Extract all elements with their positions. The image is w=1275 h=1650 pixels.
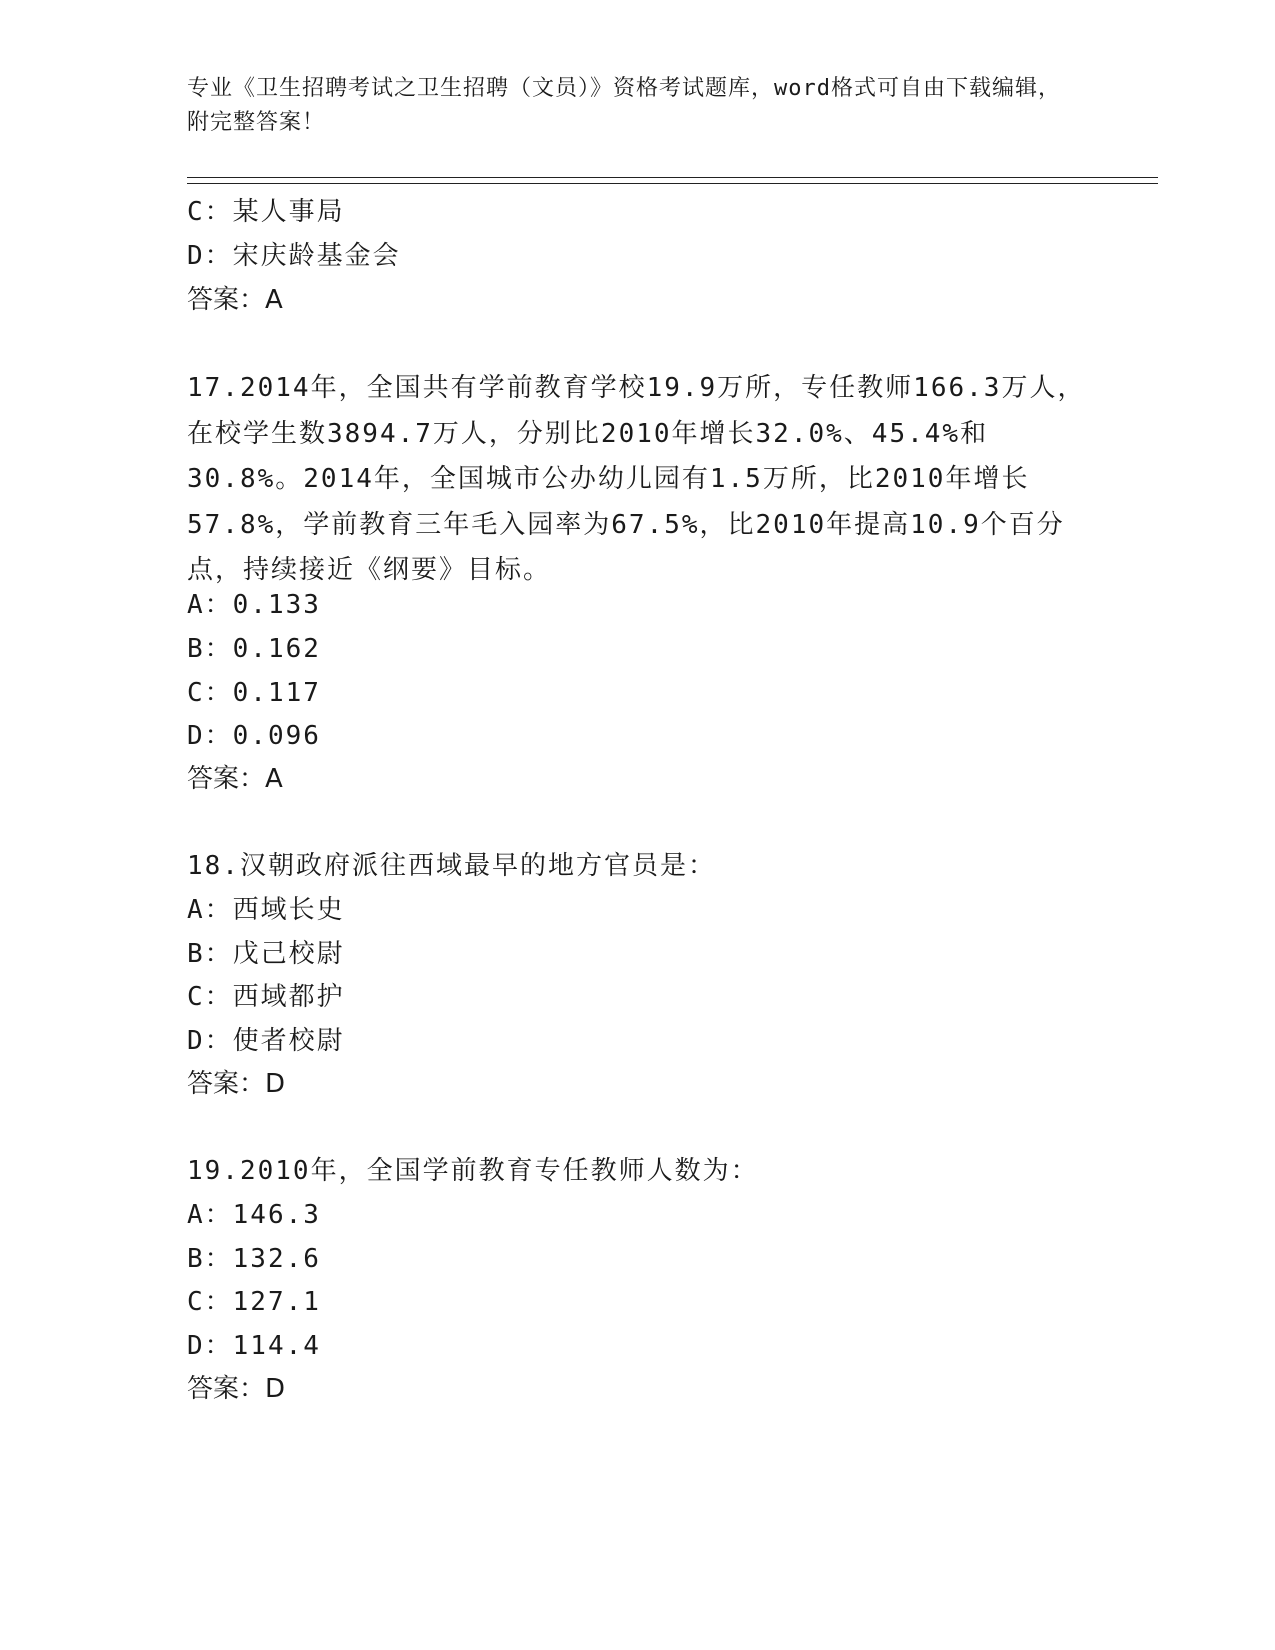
q18-option-b: B：戊己校尉: [187, 939, 345, 969]
q19-option-c: C：127.1: [187, 1287, 321, 1317]
prev-answer: 答案：A: [187, 285, 283, 315]
q17-option-a: A：0.133: [187, 590, 321, 620]
header-divider-bottom: [187, 183, 1158, 184]
q18-stem: 18.汉朝政府派往西域最早的地方官员是：: [187, 851, 716, 881]
q19-answer: 答案：D: [187, 1374, 286, 1404]
q19-option-a: A：146.3: [187, 1200, 321, 1230]
q19-stem: 19.2010年，全国学前教育专任教师人数为：: [187, 1156, 759, 1186]
q17-option-b: B：0.162: [187, 634, 321, 664]
q17-option-d: D：0.096: [187, 721, 321, 751]
q18-option-a: A：西域长史: [187, 895, 345, 925]
prev-option-d: D：宋庆龄基金会: [187, 241, 401, 271]
q18-answer: 答案：D: [187, 1069, 286, 1099]
q17-stem: 17.2014年，全国共有学前教育学校19.9万所，专任教师166.3万人，在校学生数3894.7万人，分别比2010年增长32.0%、45.4%和30.8%。2014年，全国城市公办幼儿园有1.5万所，比2010年增长57.8%，学前教育三年毛入园率为67.5%，比2010年提高10.9个百分点，持续接近《纲要》目标。: [187, 373, 1086, 585]
header-divider-top: [187, 177, 1158, 178]
q19-option-b: B：132.6: [187, 1244, 321, 1274]
q18-option-d: D：使者校尉: [187, 1026, 345, 1056]
q18-option-c: C：西域都护: [187, 982, 345, 1012]
q17-option-c: C：0.117: [187, 678, 321, 708]
q17-answer: 答案：A: [187, 764, 283, 794]
q19-option-d: D：114.4: [187, 1331, 321, 1361]
document-header: 专业《卫生招聘考试之卫生招聘（文员）》资格考试题库，word格式可自由下载编辑，附完整答案！: [187, 76, 1061, 135]
prev-option-c: C：某人事局: [187, 197, 345, 227]
